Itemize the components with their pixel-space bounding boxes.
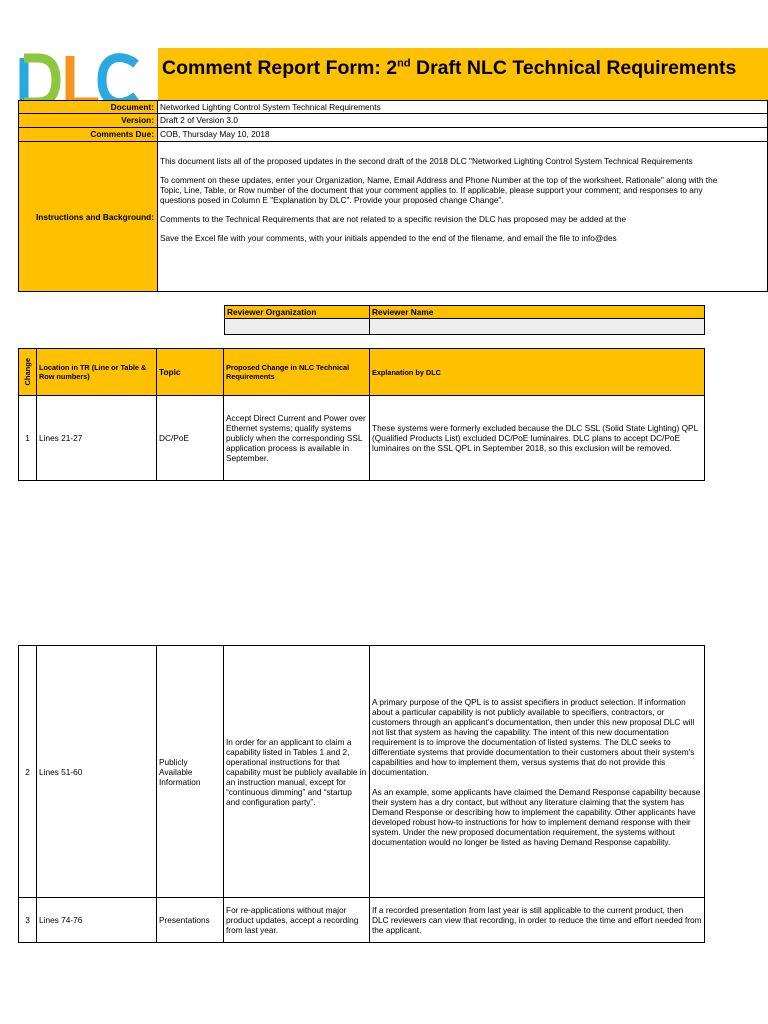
instructions-paragraph: Save the Excel file with your comments, with your initials appended to the end of the filename, and email the file to info@des (160, 233, 617, 243)
reviewer-organization-input[interactable] (224, 319, 370, 335)
table-row-number: 3 (18, 898, 37, 943)
table-row-topic: Presentations (156, 898, 224, 943)
instructions-label: Instructions and Background: (18, 142, 158, 292)
table-row-number: 2 (18, 645, 37, 898)
instructions-paragraph: Comments to the Technical Requirements that are not related to a specific revision the DLC has proposed may be added at the (160, 214, 627, 224)
explanation-paragraph: A primary purpose of the QPL is to assist specifiers in product selection. If information about a particular capability is not publicly available to specifiers, contractors, or customers through an applicant’s documentation, then under this new proposal DLC will not list that system as having the capability. The intent of this new documentation requirement is to improve the documentation of listed systems. The DLC seeks to differentiate systems that provide documentation to their customers about their system's capabilities and how to implement them, versus systems that do not provide this documentation. (372, 696, 695, 777)
reviewer-name-input[interactable] (369, 319, 705, 335)
table-row-explanation (369, 645, 705, 898)
reviewer-name-header: Reviewer Name (369, 305, 705, 319)
table-row-location: Lines 74-76 (36, 898, 157, 943)
document-value: Networked Lighting Control System Technical Requirements (158, 100, 768, 114)
table-row-location: Lines 21-27 (36, 396, 157, 481)
instructions-body (158, 142, 768, 292)
table-row-proposed: Accept Direct Current and Power over Ethernet systems; qualify systems publicly when the corresponding SSL application process is available in September. (223, 396, 370, 481)
col-header-change: Change (18, 348, 37, 396)
document-label: Document: (18, 100, 158, 114)
comments-due-value: COB, Thursday May 10, 2018 (158, 128, 768, 142)
instructions-paragraph: To comment on these updates, enter your Organization, Name, Email Address and Phone Number at the top of the worksheet. Rationale" along with the Topic, Line, Table, or Row number of the document that your comment applies to. If applicable, please support your comment; and responses to any questions posed in Column E "Explanation by DLC". Provide your proposed change Change". (160, 175, 718, 205)
table-row-explanation: These systems were formerly excluded because the DLC SSL (Solid State Lighting) QPL (Qualified Products List) excluded DC/PoE luminaires. DLC plans to accept DC/PoE luminaires on the SSL QPL in September 2018, so this exclusion will be removed. (369, 396, 705, 481)
reviewer-organization-header: Reviewer Organization (224, 305, 370, 319)
table-row-proposed: In order for an applicant to claim a capability listed in Tables 1 and 2, operational instructions for that capability must be publicly available in an instruction manual, except for “continuous dimming” and “startup and configuration party”. (223, 645, 370, 898)
page-title: Comment Report Form: 2nd Draft NLC Technical Requirements (162, 57, 737, 79)
table-row-proposed: For re-applications without major product updates, accept a recording from last year. (223, 898, 370, 943)
col-header-proposed: Proposed Change in NLC Technical Requirements (223, 348, 370, 396)
col-header-explanation: Explanation by DLC (369, 348, 705, 396)
table-row-location: Lines 51-60 (36, 645, 157, 898)
table-row-number: 1 (18, 396, 37, 481)
instructions-paragraph: This document lists all of the proposed updates in the second draft of the 2018 DLC "Networked Lighting Control System Technical Requirements (160, 156, 693, 166)
explanation-paragraph: As an example, some applicants have claimed the Demand Response capability because their system has a dry contact, but without any literature claiming that the system has Demand Response or describing how to implement the capability. Other applicants have developed robust how-to instructions for how to implement demand response with their system. Under the new proposed documentation requirement, the systems without documentation would no longer be listed as having Demand Response capability. (372, 786, 701, 847)
table-row-topic: DC/PoE (156, 396, 224, 481)
version-label: Version: (18, 114, 158, 128)
col-header-topic: Topic (156, 348, 224, 396)
table-row-explanation: If a recorded presentation from last year is still applicable to the current product, then DLC reviewers can view that recording, in order to reduce the time and effort needed from the applicant. (369, 898, 705, 943)
table-row-topic: Publicly Available Information (156, 645, 224, 898)
col-header-location: Location in TR (Line or Table & Row numbers) (36, 348, 157, 396)
comments-due-label: Comments Due: (18, 128, 158, 142)
version-value: Draft 2 of Version 3.0 (158, 114, 768, 128)
